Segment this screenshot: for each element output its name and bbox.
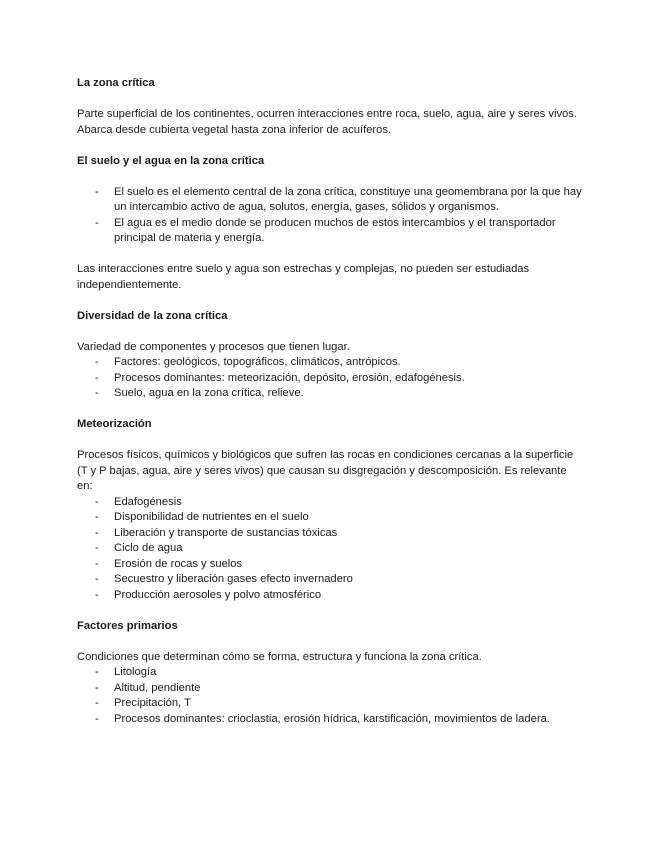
heading-meteorizacion: Meteorización xyxy=(77,418,152,430)
heading-factores-primarios: Factores primarios xyxy=(77,619,178,632)
list-item: - Litología xyxy=(77,665,582,681)
list-factores-primarios xyxy=(77,665,582,727)
list-item: - Factores: geológicos, topográficos, climáticos, antrópicos. xyxy=(77,355,582,371)
list-item: - El agua es el medio donde se producen muchos de estos intercambios y el transportador principal de materia y energía. xyxy=(77,216,582,247)
heading-diversidad: Diversidad de la zona crítica xyxy=(77,309,228,322)
list-item: - El suelo es el elemento central de la zona crítica, constituye una geomembrana por la que hay un intercambio activo de agua, solutos, energía, gases, sólidos y organismos. xyxy=(77,185,582,216)
list-item: - Altitud, pendiente xyxy=(77,681,582,697)
list-item: - Disponibilidad de nutrientes en el suelo xyxy=(77,510,582,526)
paragraph-factores-primarios: Condiciones que determinan cómo se forma, estructura y funciona la zona crítica. xyxy=(77,650,482,663)
paragraph-zona-critica: Parte superficial de los continentes, ocurren interacciones entre roca, suelo, agua, aire y seres vivos. Abarca desde cubierta vegetal hasta zona inferior de acuíferos. xyxy=(77,108,577,136)
heading-zona-critica: La zona crítica xyxy=(77,77,155,89)
list-item: - Procesos dominantes: crioclastia, erosión hídrica, karstificación, movimientos de ladera. xyxy=(77,712,582,728)
list-item: - Liberación y transporte de sustancias tóxicas xyxy=(77,526,582,542)
list-item: - Procesos dominantes: meteorización, depósito, erosión, edafogénesis. xyxy=(77,371,582,387)
list-diversidad xyxy=(77,355,582,402)
paragraph-diversidad: Variedad de componentes y procesos que tienen lugar. xyxy=(77,340,350,353)
list-item: - Suelo, agua en la zona crítica, relieve. xyxy=(77,386,582,402)
list-item: - Producción aerosoles y polvo atmosférico xyxy=(77,588,582,604)
document-page xyxy=(77,76,582,727)
paragraph-interacciones: Las interacciones entre suelo y agua son estrechas y complejas, no pueden ser estudiadas independientemente. xyxy=(77,263,530,291)
list-item: - Secuestro y liberación gases efecto invernadero xyxy=(77,572,582,588)
list-item: - Edafogénesis xyxy=(77,495,582,511)
list-item: - Precipitación, T xyxy=(77,696,582,712)
list-suelo-agua xyxy=(77,185,582,247)
paragraph-meteorizacion: Procesos físicos, químicos y biológicos que sufren las rocas en condiciones cercanas a la superficie (T y P bajas, agua, aire y seres vivos) que causan su disgregación y descomposición. Es relevante en: xyxy=(77,449,574,492)
list-item: - Erosión de rocas y suelos xyxy=(77,557,582,573)
list-meteorizacion xyxy=(77,495,582,604)
heading-suelo-agua: El suelo y el agua en la zona crítica xyxy=(77,154,265,167)
list-item: - Ciclo de agua xyxy=(77,541,582,557)
